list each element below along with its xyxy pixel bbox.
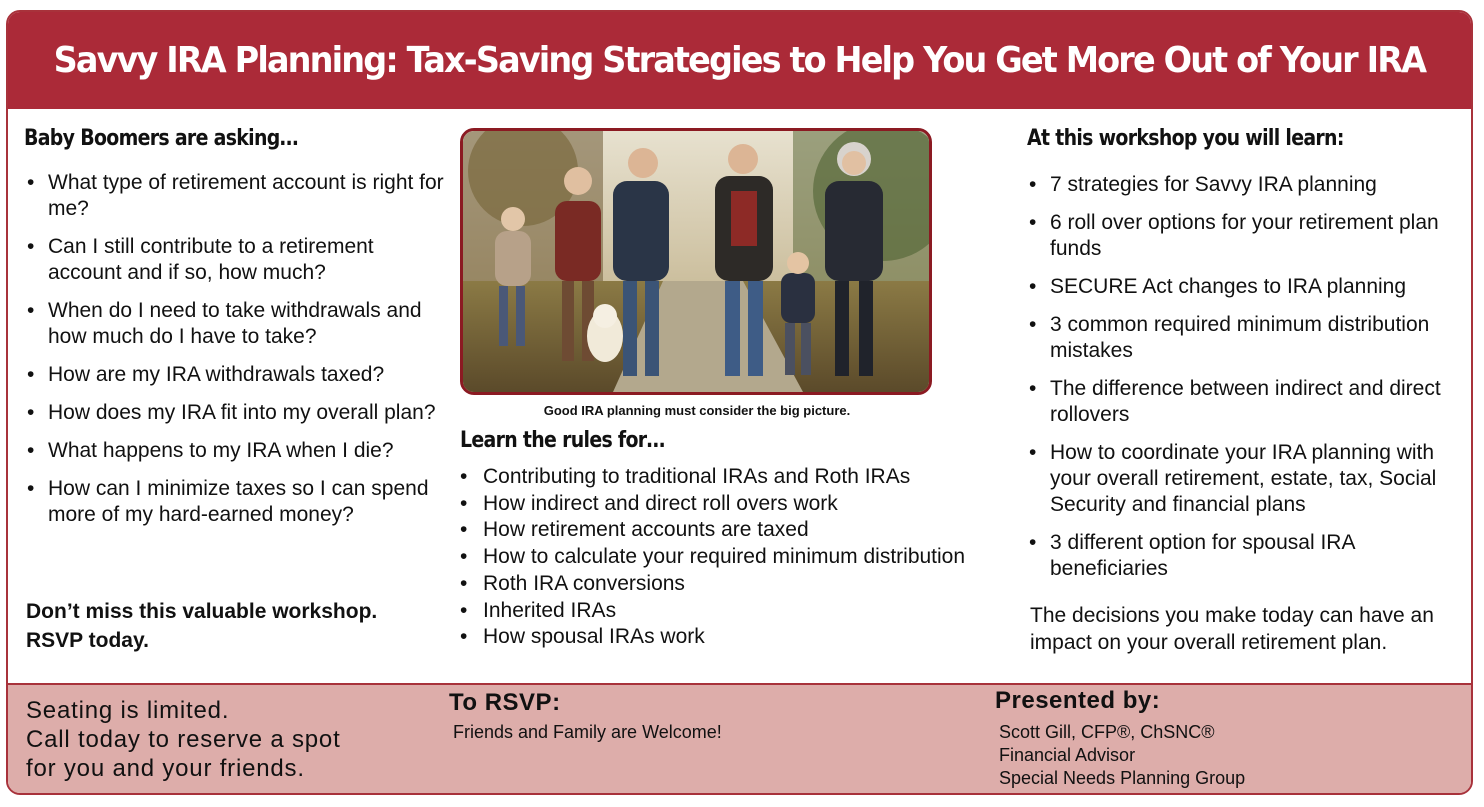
title-banner: [8, 12, 1471, 109]
list-item: • Inherited IRAs: [460, 598, 1020, 625]
photo-caption: Good IRA planning must consider the big picture.: [543, 403, 851, 418]
list-item: • 3 common required minimum distribution mistakes: [1027, 312, 1467, 364]
rsvp-note: Friends and Family are Welcome!: [453, 722, 722, 742]
rules-heading: Learn the rules for…: [460, 428, 665, 453]
flyer-card: [6, 10, 1473, 795]
questions-heading: Baby Boomers are asking…: [24, 126, 298, 151]
seating-notice: [26, 696, 341, 783]
seating-line: Call today to reserve a spot: [26, 726, 341, 753]
seating-line: Seating is limited.: [26, 697, 230, 724]
list-item: • The difference between indirect and direct rollovers: [1027, 376, 1467, 428]
list-item: • How to coordinate your IRA planning with your overall retirement, estate, tax, Social Security and financial plans: [1027, 440, 1467, 518]
list-item: • What happens to my IRA when I die?: [25, 438, 445, 464]
family-walking-photo: [460, 128, 932, 395]
list-item: • How does my IRA fit into my overall plan?: [25, 400, 445, 426]
list-item: • How retirement accounts are taxed: [460, 517, 1020, 544]
learn-list: [1027, 172, 1467, 594]
questions-list: [25, 170, 445, 540]
call-to-action: [26, 597, 456, 655]
list-item: • SECURE Act changes to IRA planning: [1027, 274, 1467, 300]
list-item: • How can I minimize taxes so I can spend more of my hard-earned money?: [25, 476, 445, 528]
closing-statement: The decisions you make today can have an impact on your overall retirement plan.: [1030, 604, 1434, 654]
list-item: • What type of retirement account is right for me?: [25, 170, 445, 222]
list-item: • How indirect and direct roll overs work: [460, 491, 1020, 518]
family-photo-illustration: [463, 131, 929, 392]
list-item: • How are my IRA withdrawals taxed?: [25, 362, 445, 388]
rsvp-heading: To RSVP:: [449, 689, 561, 716]
list-item: • How to calculate your required minimum distribution: [460, 544, 1020, 571]
list-item: • 7 strategies for Savvy IRA planning: [1027, 172, 1467, 198]
cta-line: RSVP today.: [26, 629, 149, 652]
presenter-name: Scott Gill, CFP®, ChSNC®: [999, 722, 1215, 742]
list-item: • 6 roll over options for your retirement plan funds: [1027, 210, 1467, 262]
presenter-group: Special Needs Planning Group: [999, 768, 1246, 788]
learn-heading: At this workshop you will learn:: [1027, 126, 1344, 151]
page-title: Savvy IRA Planning: Tax-Saving Strategies to Help You Get More Out of Your IRA: [53, 40, 1426, 81]
list-item: • 3 different option for spousal IRA beneficiaries: [1027, 530, 1467, 582]
cta-line: Don’t miss this valuable workshop.: [26, 600, 378, 623]
seating-line: for you and your friends.: [26, 755, 305, 782]
list-item: • Can I still contribute to a retirement account and if so, how much?: [25, 234, 445, 286]
list-item: • When do I need to take withdrawals and how much do I have to take?: [25, 298, 445, 350]
presenter-details: [999, 721, 1245, 790]
rules-list: [460, 464, 1020, 651]
list-item: • How spousal IRAs work: [460, 624, 1020, 651]
footer-band: [8, 683, 1471, 795]
list-item: • Roth IRA conversions: [460, 571, 1020, 598]
presented-by-heading: Presented by:: [995, 687, 1161, 714]
presenter-title: Financial Advisor: [999, 745, 1136, 765]
list-item: • Contributing to traditional IRAs and Roth IRAs: [460, 464, 1020, 491]
